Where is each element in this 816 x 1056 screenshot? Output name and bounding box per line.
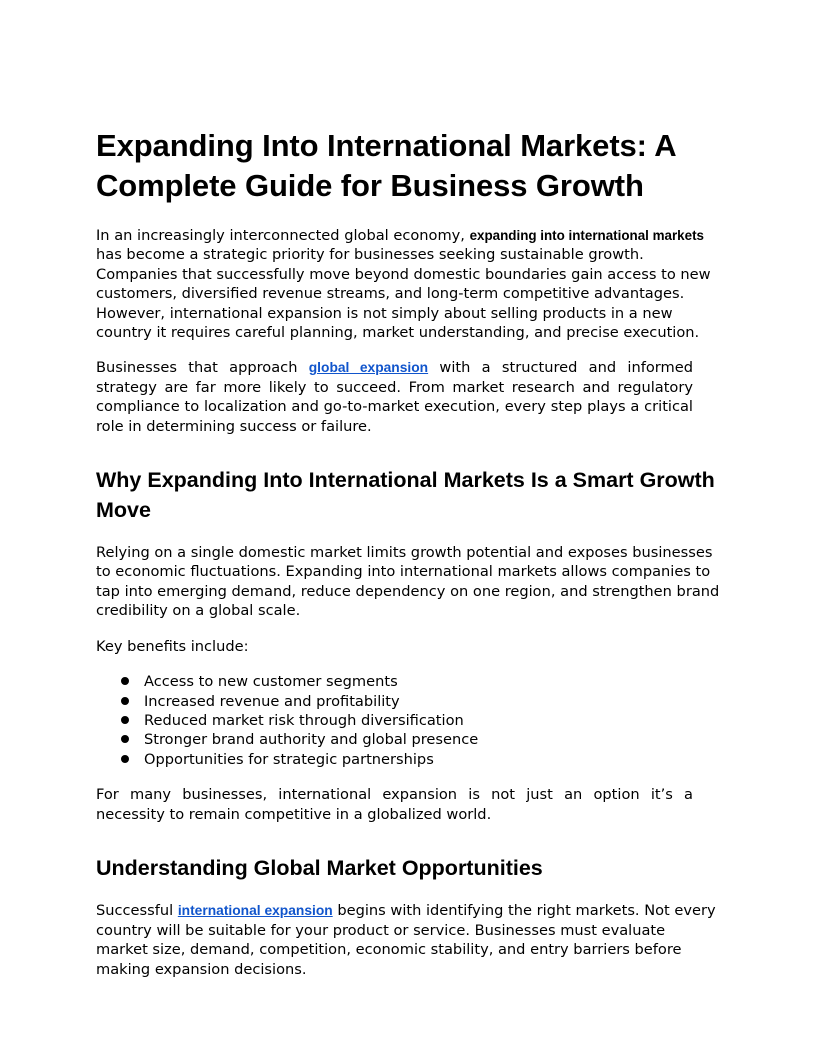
list-item: Reduced market risk through diversification: [96, 711, 720, 730]
section1-closing: For many businesses, international expansion is not just an option it’s a necessity to remain competitive in a globalized world.: [96, 786, 693, 823]
benefits-intro: Key benefits include:: [96, 637, 249, 655]
intro-p2-end: with a structured and informed strategy are far more likely to succeed. From market research and regulatory compliance to localization and go-to-market execution, every step plays a critical role in determining success or failure.: [96, 359, 693, 435]
intro-text-end: has become a strategic priority for businesses seeking sustainable growth. Companies that successfully move beyond domestic boundaries gain access to new customers, diversified revenue streams, and long-term competitive advantages. However, international expansion is not simply about selling products in a new country it requires careful planning, market understanding, and precise execution.: [96, 246, 711, 342]
section1-paragraph: Relying on a single domestic market limits growth potential and exposes businesses to economic fluctuations. Expanding into international markets allows companies to tap into emerging demand, reduce dependency on one region, and strengthen brand credibility on a global scale.: [96, 544, 720, 620]
benefits-list: [96, 672, 720, 769]
list-item: Opportunities for strategic partnerships: [96, 750, 720, 769]
document-title: Expanding Into International Markets: A Complete Guide for Business Growth: [96, 128, 676, 203]
list-item: Stronger brand authority and global presence: [96, 730, 720, 749]
global-expansion-link[interactable]: global expansion: [308, 360, 429, 376]
intro-paragraph-2: [96, 358, 693, 436]
list-item: Access to new customer segments: [96, 672, 720, 691]
international-expansion-link[interactable]: international expansion: [177, 903, 333, 919]
section-heading-why-expand: Why Expanding Into International Markets Is a Smart Growth Move: [96, 468, 715, 522]
section2-paragraph: [96, 901, 720, 979]
section-heading-global-opportunities: Understanding Global Market Opportunities: [96, 855, 543, 880]
intro-text-start: In an increasingly interconnected global economy,: [96, 227, 470, 244]
intro-paragraph-1: [96, 226, 720, 342]
section2-text-end: begins with identifying the right markets. Not every country will be suitable for your product or service. Businesses must evaluate market size, demand, competition, economic stability, and entry barriers before making expansion decisions.: [96, 902, 716, 978]
section2-text-start: Successful: [96, 902, 178, 920]
intro-bold-phrase: expanding into international markets: [469, 228, 704, 243]
intro-p2-start: Businesses that approach: [96, 359, 309, 377]
list-item: Increased revenue and profitability: [96, 692, 720, 711]
document-page: [96, 126, 720, 995]
